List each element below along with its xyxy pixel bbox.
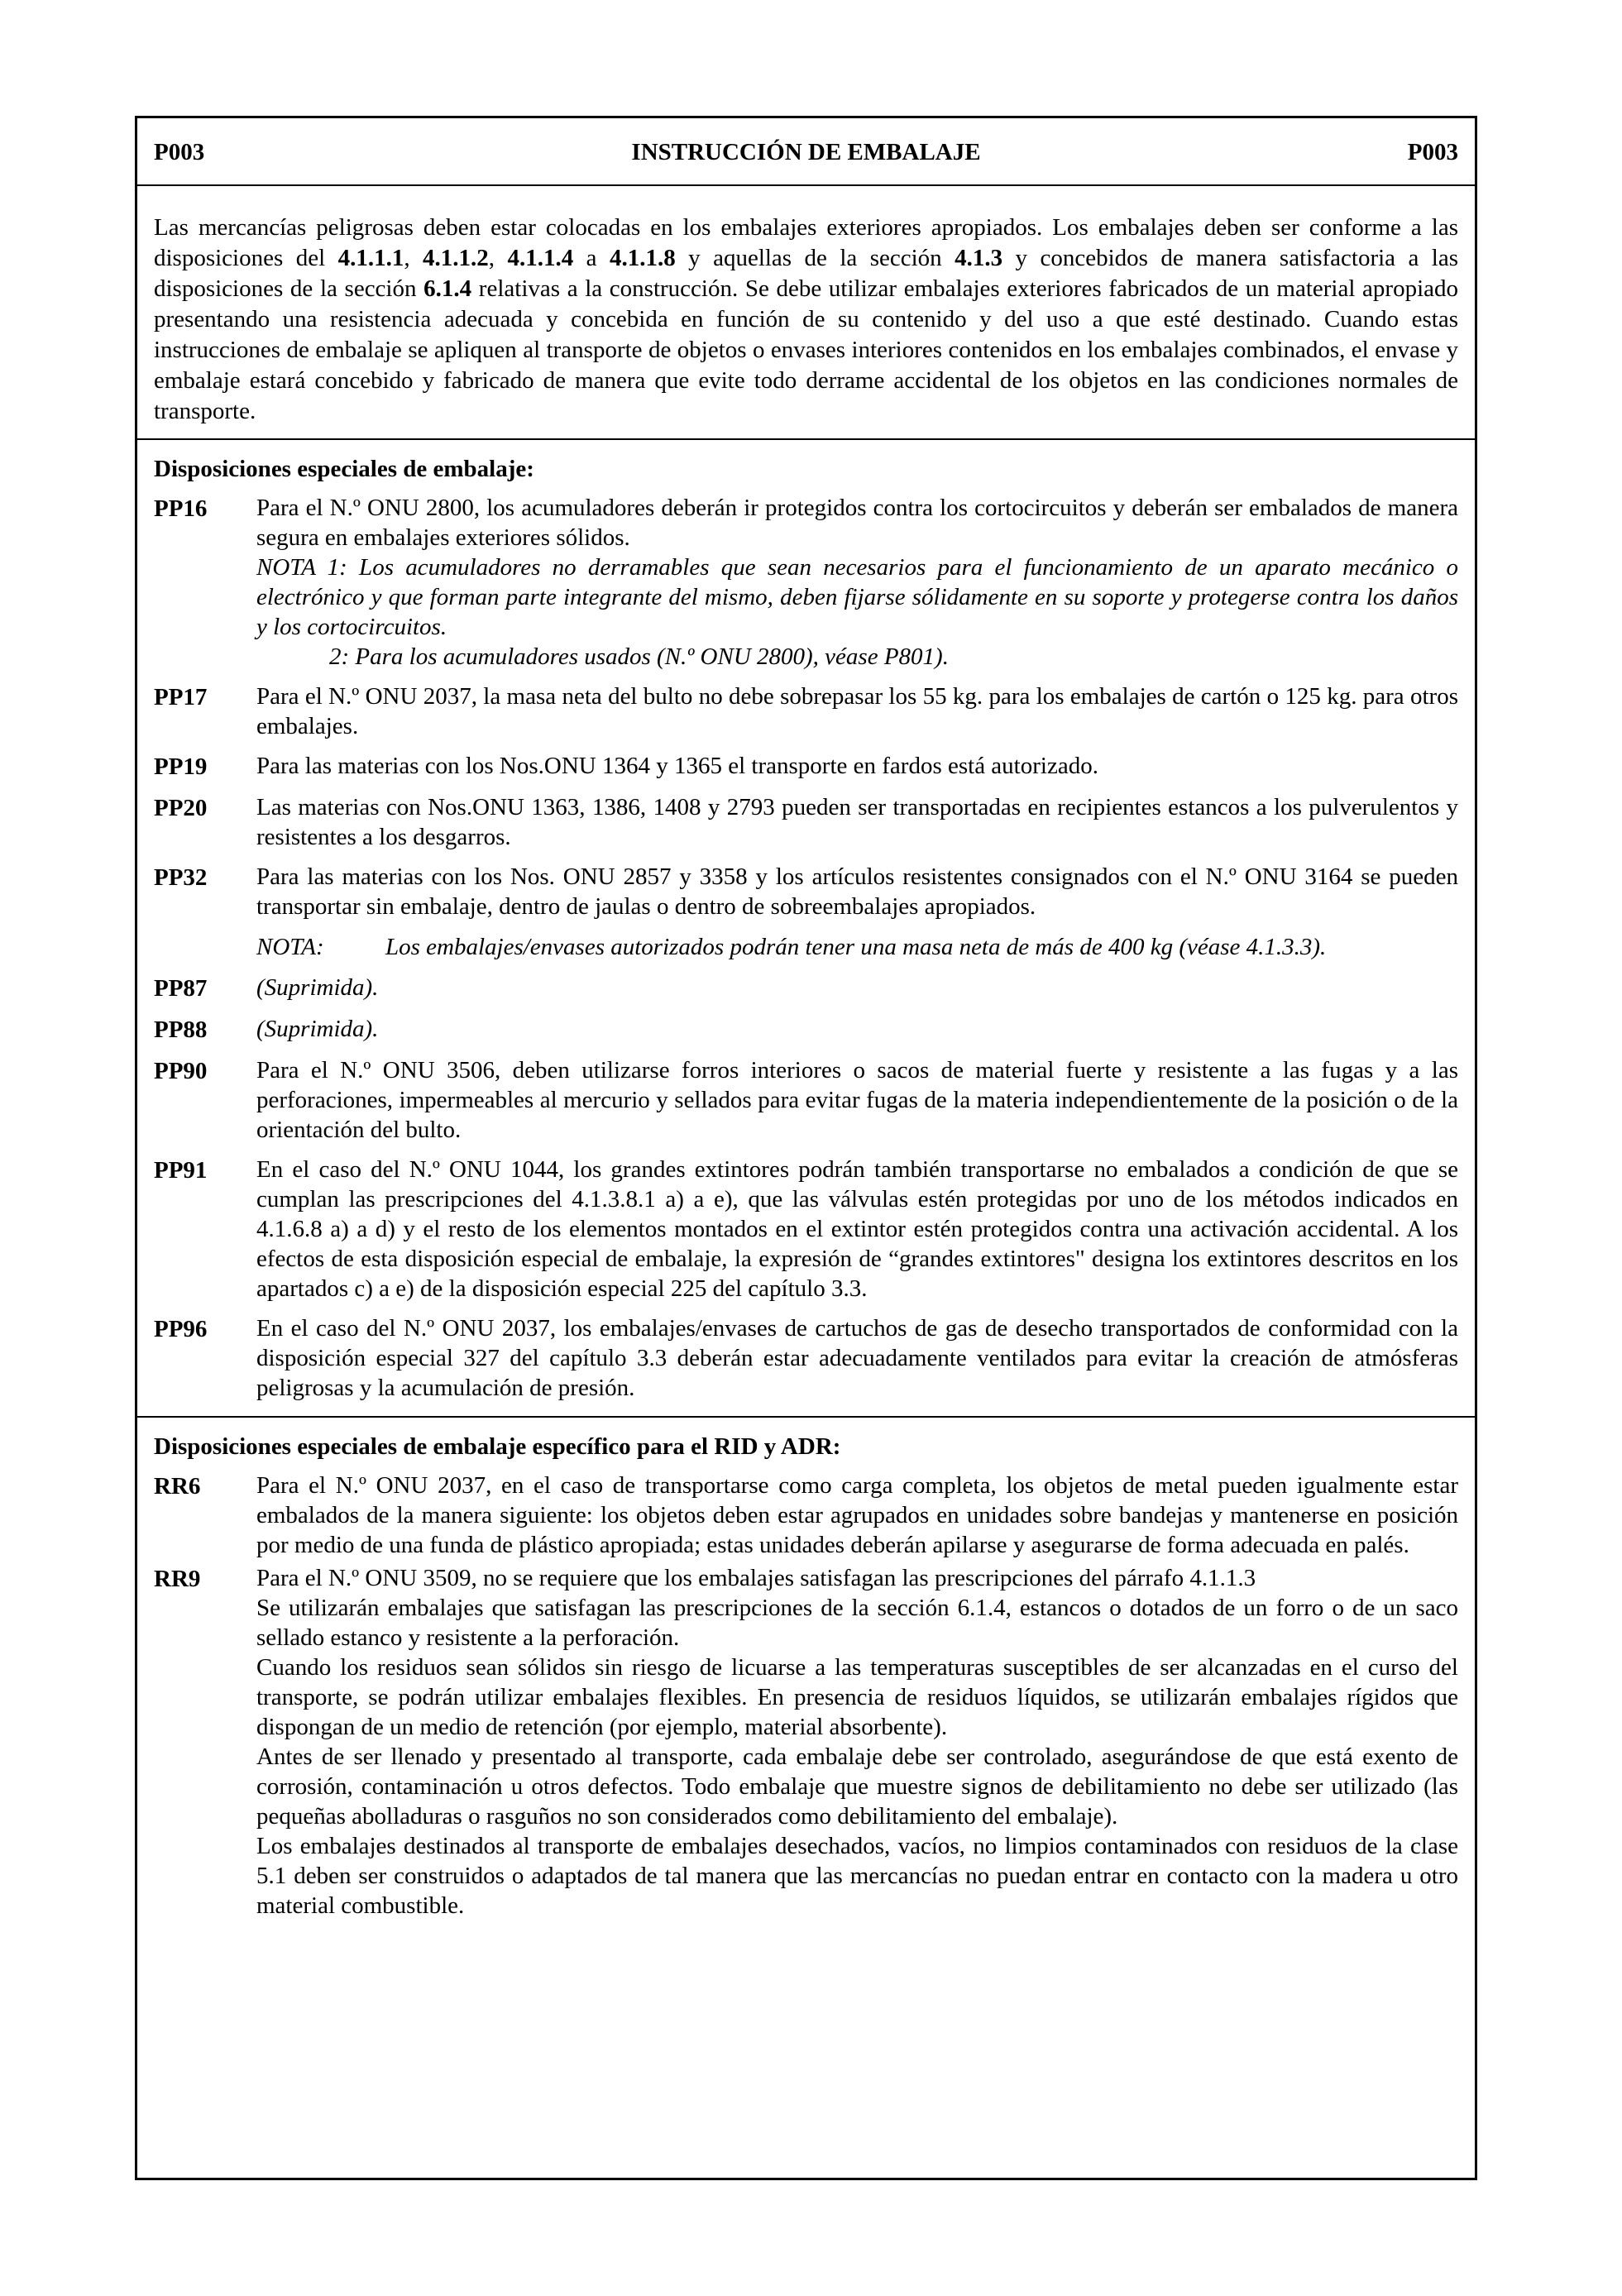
provision-rr6 — [154, 1471, 1458, 1560]
intro-ref-4-1-1-1: 4.1.1.1 — [337, 245, 404, 271]
provision-code: PP96 — [154, 1316, 208, 1342]
special-provisions-section — [137, 440, 1475, 1418]
provision-text: Para el N.º ONU 3506, deben utilizarse forros interiores o sacos de material fuerte y resistente a las fugas y a las perforaciones, impermeables al mercurio y sellados para evitar fugas de la materia independientemente de la posición o de la orientación del bulto. — [256, 1057, 1458, 1143]
provision-text: Para el N.º ONU 2037, en el caso de transportarse como carga completa, los objetos de metal pueden igualmente estar embalados de la manera siguiente: los objetos deben estar agrupados en unidades sobre bandejas y mantenerse en posición por medio de una funda de plástico apropiada; estas unidades deberán apilarse y asegurarse de forma adecuada en palés. — [256, 1472, 1458, 1558]
intro-ref-4-1-1-8: 4.1.1.8 — [609, 245, 676, 271]
provision-pp32-note — [256, 931, 1458, 963]
provision-note-2: 2: Para los acumuladores usados (N.º ONU 2800), véase P801). — [329, 643, 949, 670]
provision-pp20 — [154, 792, 1458, 852]
provision-pp88 — [154, 1014, 1458, 1045]
provision-code: RR9 — [154, 1566, 201, 1592]
provision-text: Para las materias con los Nos. ONU 2857 y 3358 y los artículos resistentes consignados con el N.º ONU 3164 se pueden transportar sin embalaje, dentro de jaulas o dentro de sobreembalajes apropiados. — [256, 863, 1458, 920]
intro-ref-6-1-4: 6.1.4 — [423, 275, 472, 302]
provision-paragraph-3: Cuando los residuos sean sólidos sin riesgo de licuarse a las temperaturas susceptibles de ser alcanzadas en el curso del transporte, se podrán utilizar embalajes flexibles. En presencia de residuos líquidos, se utilizarán embalajes rígidos que dispongan de un medio de retención (por ejemplo, material absorbente). — [256, 1654, 1458, 1740]
instruction-code-left: P003 — [154, 139, 205, 165]
provision-rr9 — [154, 1563, 1458, 1921]
provision-paragraph-4: Antes de ser llenado y presentado al transporte, cada embalaje debe ser controlado, asegurándose de que está exento de corrosión, contaminación u otros defectos. Todo embalaje que muestre signos de debilitamiento no debe ser utilizado (las pequeñas abolladuras o rasguños no son considerados como debilitamiento del embalaje). — [256, 1744, 1458, 1830]
provision-pp17 — [154, 682, 1458, 741]
provision-text: En el caso del N.º ONU 2037, los embalajes/envases de cartuchos de gas de desecho transportados de conformidad con la disposición especial 327 del capítulo 3.3 deberán estar adecuadamente ventilados para evitar la creación de atmósferas peligrosas y la acumulación de presión. — [256, 1315, 1458, 1401]
provision-pp16 — [154, 493, 1458, 672]
provision-code: PP20 — [154, 795, 208, 821]
provision-code: PP87 — [154, 975, 208, 1002]
provision-text: Para las materias con los Nos.ONU 1364 y 1365 el transporte en fardos está autorizado. — [256, 753, 1098, 779]
intro-ref-4-1-1-4: 4.1.1.4 — [507, 245, 574, 271]
intro-text-b: y aquellas de la sección — [675, 245, 955, 271]
intro-ref-4-1-1-2: 4.1.1.2 — [423, 245, 489, 271]
packing-instruction-table — [135, 116, 1477, 2180]
provision-pp32 — [154, 862, 1458, 921]
rid-adr-provisions-section — [137, 1418, 1475, 1927]
provision-code: PP88 — [154, 1016, 208, 1043]
provision-pp19 — [154, 751, 1458, 782]
provision-code: PP17 — [154, 684, 208, 710]
provision-text: Para el N.º ONU 2037, la masa neta del bulto no debe sobrepasar los 55 kg. para los embalajes de cartón o 125 kg. para otros embalajes. — [256, 683, 1458, 739]
provision-paragraph-1: Para el N.º ONU 3509, no se requiere que los embalajes satisfagan las prescripciones del párrafo 4.1.1.3 — [256, 1565, 1256, 1591]
provision-code: PP16 — [154, 495, 208, 522]
instruction-code-right: P003 — [1407, 139, 1458, 165]
provision-code: PP90 — [154, 1058, 208, 1084]
provision-code: PP91 — [154, 1157, 208, 1184]
provision-pp91 — [154, 1155, 1458, 1303]
provision-pp87 — [154, 973, 1458, 1004]
provision-paragraph-5: Los embalajes destinados al transporte de embalajes desechados, vacíos, no limpios contaminados con residuos de la clase 5.1 deben ser construidos o adaptados de tal manera que las mercancías no puedan entrar en contacto con la madera u otro material combustible. — [256, 1833, 1458, 1919]
intro-paragraph — [137, 186, 1475, 440]
rid-adr-provisions-title: Disposiciones especiales de embalaje específico para el RID y ADR: — [154, 1433, 841, 1460]
special-provisions-title: Disposiciones especiales de embalaje: — [154, 456, 534, 482]
provision-text: Para el N.º ONU 2800, los acumuladores deberán ir protegidos contra los cortocircuitos y deberán ser embalados de manera segura en embalajes exteriores sólidos. — [256, 495, 1458, 551]
intro-ref-4-1-3: 4.1.3 — [955, 245, 1003, 271]
provision-text: En el caso del N.º ONU 1044, los grandes extintores podrán también transportarse no embalados a condición de que se cumplan las prescripciones del 4.1.3.8.1 a) a e), que las válvulas estén protegidas por uno de los métodos indicados en 4.1.6.8 a) a d) y el resto de los elementos montados en el extintor estén protegidos contra una activación accidental. A los efectos de esta disposición especial de embalaje, la expresión de “grandes extintores" designa los extintores descritos en los apartados c) a e) de la disposición especial 225 del capítulo 3.3. — [256, 1156, 1458, 1302]
provision-paragraph-2: Se utilizarán embalajes que satisfagan las prescripciones de la sección 6.1.4, estancos o dotados de un forro o de un saco sellado estanco y resistente a la perforación. — [256, 1595, 1458, 1651]
provision-code: PP32 — [154, 864, 208, 891]
provision-pp96 — [154, 1313, 1458, 1403]
table-header — [137, 118, 1475, 186]
provision-note-1: NOTA 1: Los acumuladores no derramables que sean necesarios para el funcionamiento de un aparato mecánico o electrónico y que forman parte integrante del mismo, deben fijarse sólidamente en su soporte y protegerse contra los daños y los cortocircuitos. — [256, 554, 1458, 640]
provision-code: PP19 — [154, 753, 208, 780]
provision-text: Las materias con Nos.ONU 1363, 1386, 1408 y 2793 pueden ser transportadas en recipientes estancos a los pulverulentos y resistentes a los desgarros. — [256, 794, 1458, 850]
intro-sep-1: , — [404, 245, 423, 271]
intro-text-c: y concebidos de manera satisfactoria a las disposiciones de la sección — [154, 245, 1458, 302]
note-text: Los embalajes/envases autorizados podrán tener una masa neta de más de 400 kg (véase 4.1.3.3). — [385, 934, 1327, 960]
provision-pp90 — [154, 1055, 1458, 1145]
intro-sep-3: a — [573, 245, 610, 271]
intro-sep-2: , — [488, 245, 508, 271]
instruction-title: INSTRUCCIÓN DE EMBALAJE — [631, 139, 981, 165]
intro-text-a: Las mercancías peligrosas deben estar colocadas en los embalajes exteriores apropiados. Los embalajes deben ser conforme a las disposiciones del — [154, 214, 1458, 271]
note-label: NOTA: — [256, 934, 324, 960]
provision-text: (Suprimida). — [256, 974, 379, 1001]
intro-text-d: relativas a la construcción. Se debe utilizar embalajes exteriores fabricados de un material apropiado presentando una resistencia adecuada y concebida en función de su contenido y del uso a que esté destinado. Cuando estas instrucciones de embalaje se apliquen al transporte de objetos o envases interiores contenidos en los embalajes combinados, el envase y embalaje estará concebido y fabricado de manera que evite todo derrame accidental de los objetos en las condiciones normales de transporte. — [154, 275, 1459, 424]
provision-text: (Suprimida). — [256, 1016, 379, 1042]
provision-code: RR6 — [154, 1473, 201, 1500]
